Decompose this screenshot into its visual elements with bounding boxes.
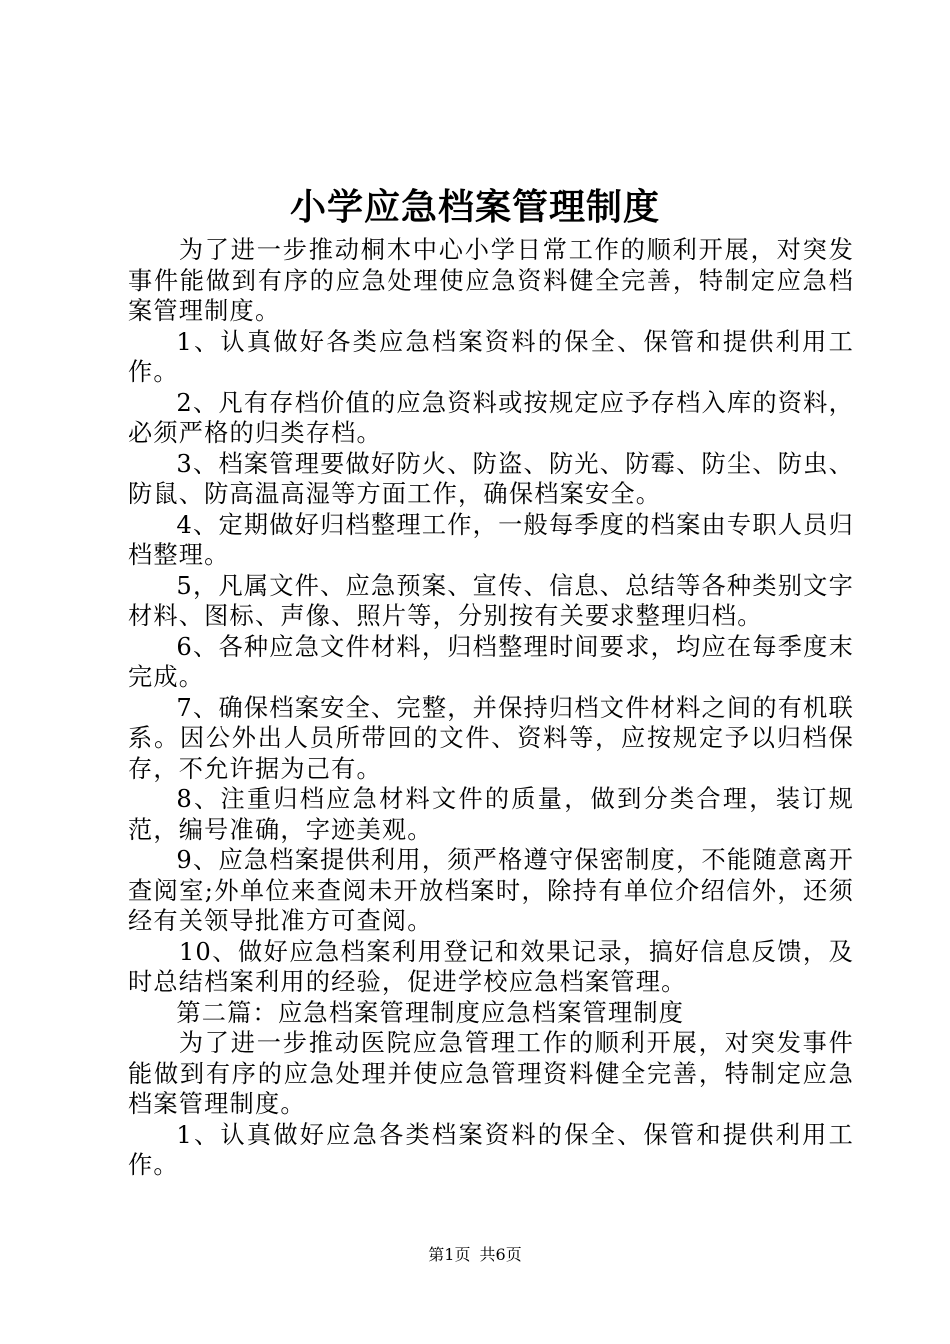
document-title: 小学应急档案管理制度	[289, 187, 660, 228]
section-heading-part-two: 第二篇：应急档案管理制度应急档案管理制度	[176, 998, 685, 1027]
page-number: 第1页	[428, 1245, 471, 1264]
paragraph-item-7: 7、确保档案安全、完整，并保持归档文件材料之间的有机联系。因公外出人员所带回的文件、资料等，应按规定予以归档保存，不允许据为己有。	[128, 693, 854, 783]
paragraph-item-2: 2、凡有存档价值的应急资料或按规定应予存档入库的资料，必须严格的归类存档。	[128, 388, 854, 447]
paragraph-item-4: 4、定期做好归档整理工作，一般每季度的档案由专职人员归档整理。	[128, 510, 854, 569]
paragraph-item-10: 10、做好应急档案利用登记和效果记录，搞好信息反馈，及时总结档案利用的经验，促进学校应急档案管理。	[128, 937, 854, 996]
page-footer	[0, 1245, 950, 1265]
page-total: 共6页	[479, 1245, 522, 1264]
document-body	[128, 235, 854, 1181]
paragraph-item-1: 1、认真做好各类应急档案资料的保全、保管和提供利用工作。	[128, 327, 854, 386]
paragraph-item-9: 9、应急档案提供利用，须严格遵守保密制度，不能随意离开查阅室;外单位来查阅未开放档案时，除持有单位介绍信外，还须经有关领导批准方可查阅。	[128, 846, 854, 935]
paragraph-item-8: 8、注重归档应急材料文件的质量，做到分类合理，装订规范，编号准确，字迹美观。	[128, 785, 854, 844]
paragraph-item-3: 3、档案管理要做好防火、防盗、防光、防霉、防尘、防虫、防鼠、防高温高湿等方面工作，确保档案安全。	[128, 449, 854, 508]
paragraph-part-two-intro: 为了进一步推动医院应急管理工作的顺利开展，对突发事件能做到有序的应急处理并使应急管理资料健全完善，特制定应急档案管理制度。	[128, 1029, 854, 1118]
paragraph-intro: 为了进一步推动桐木中心小学日常工作的顺利开展，对突发事件能做到有序的应急处理使应急资料健全完善，特制定应急档案管理制度。	[128, 236, 854, 325]
paragraph-item-6: 6、各种应急文件材料，归档整理时间要求，均应在每季度末完成。	[128, 632, 854, 691]
paragraph-item-5: 5，凡属文件、应急预案、宣传、信息、总结等各种类别文字材料、图标、声像、照片等，分别按有关要求整理归档。	[128, 571, 854, 630]
paragraph-part-two-item-1: 1、认真做好应急各类档案资料的保全、保管和提供利用工作。	[128, 1120, 854, 1179]
